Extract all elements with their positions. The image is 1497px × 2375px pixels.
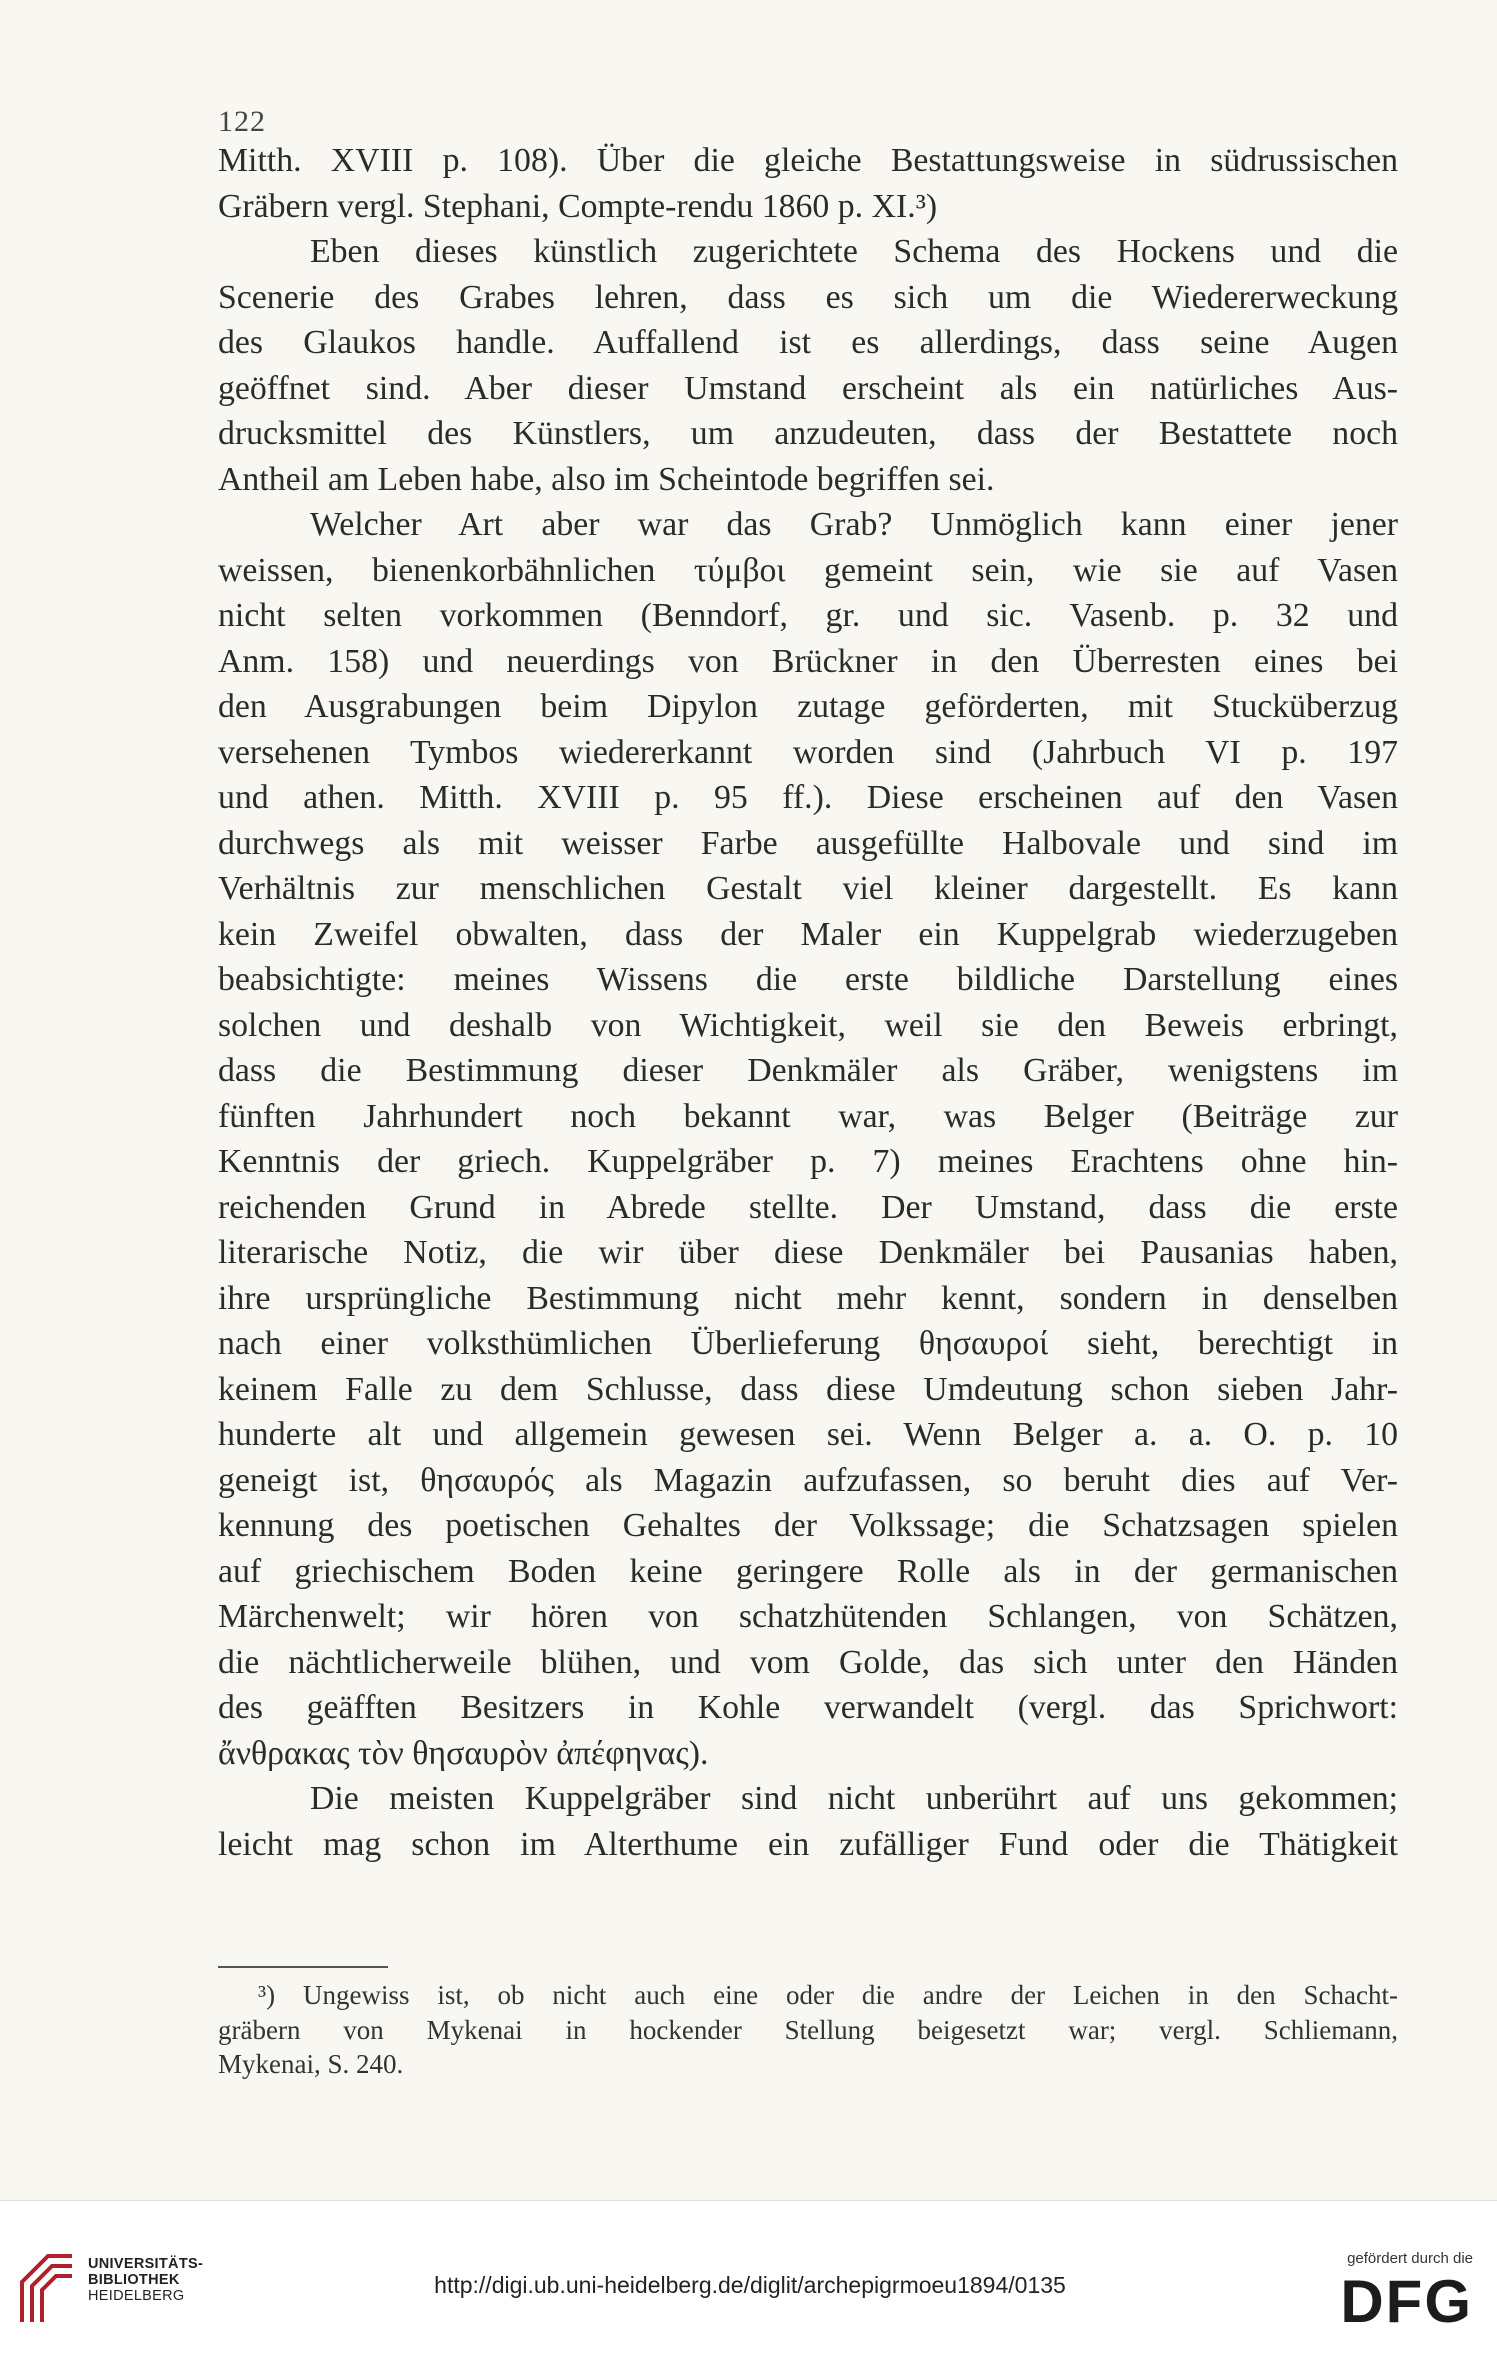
text-line: nicht selten vorkommen (Benndorf, gr. und sic. Vasenb. p. 32 und	[218, 597, 1398, 634]
text-line: weissen, bienenkorbähnlichen τύμβοι gemeint sein, wie sie auf Vasen	[218, 551, 1398, 589]
library-name	[88, 2256, 203, 2304]
library-name-line3: HEIDELBERG	[88, 2288, 185, 2304]
text-line: reichenden Grund in Abrede stellte. Der Umstand, dass die erste	[218, 1188, 1398, 1226]
library-name-line2: BIBLIOTHEK	[88, 2272, 180, 2288]
text-line: ihre ursprüngliche Bestimmung nicht mehr kennt, sondern in denselben	[218, 1279, 1398, 1317]
text-line: Kenntnis der griech. Kuppelgräber p. 7) meines Erachtens ohne hin-	[218, 1143, 1398, 1180]
text-line: Die meisten Kuppelgräber sind nicht unberührt auf uns gekommen;	[310, 1780, 1398, 1817]
dfg-logo: DFG	[1340, 2268, 1473, 2335]
text-line: Antheil am Leben habe, also im Scheintode begriffen sei.	[218, 460, 995, 498]
text-line: beabsichtigte: meines Wissens die erste bildliche Darstellung eines	[218, 961, 1398, 998]
source-url-link[interactable]: http://digi.ub.uni-heidelberg.de/diglit/archepigrmoeu1894/0135	[434, 2272, 1066, 2298]
footnote-line: Mykenai, S. 240.	[218, 2049, 404, 2079]
text-line: auf griechischem Boden keine geringere Rolle als in der germanischen	[218, 1552, 1398, 1590]
text-line: Gräbern vergl. Stephani, Compte-rendu 1860 p. XI.³)	[218, 187, 938, 225]
text-line: dass die Bestimmung dieser Denkmäler als Gräber, wenigstens im	[218, 1052, 1398, 1089]
library-name-line1: UNIVERSITÄTS-	[88, 2256, 204, 2272]
text-line: geneigt ist, θησαυρός als Magazin aufzufassen, so beruht dies auf Ver-	[218, 1461, 1398, 1499]
text-line: versehenen Tymbos wiedererkannt worden sind (Jahrbuch VI p. 197	[218, 733, 1398, 771]
text-line: und athen. Mitth. XVIII p. 95 ff.). Diese erscheinen auf den Vasen	[218, 779, 1398, 816]
footnote-divider	[218, 1966, 388, 1968]
text-line: literarische Notiz, die wir über diese Denkmäler bei Pausanias haben,	[218, 1234, 1398, 1271]
text-line: Eben dieses künstlich zugerichtete Schema des Hockens und die	[310, 233, 1398, 270]
text-line: Verhältnis zur menschlichen Gestalt viel kleiner dargestellt. Es kann	[218, 870, 1398, 907]
text-line: des geäfften Besitzers in Kohle verwandelt (vergl. das Sprichwort:	[218, 1689, 1398, 1726]
text-line: kennung des poetischen Gehaltes der Volkssage; die Schatzsagen spielen	[218, 1507, 1398, 1544]
text-line: geöffnet sind. Aber dieser Umstand erscheint als ein natürliches Aus-	[218, 369, 1398, 407]
university-library-logo-icon	[18, 2252, 76, 2324]
text-line: hunderte alt und allgemein gewesen sei. Wenn Belger a. a. O. p. 10	[218, 1416, 1398, 1453]
text-line: des Glaukos handle. Auffallend ist es allerdings, dass seine Augen	[218, 324, 1398, 361]
body-text	[218, 138, 1398, 1867]
text-line: Welcher Art aber war das Grab? Unmöglich kann einer jener	[310, 506, 1398, 543]
text-line: durchwegs als mit weisser Farbe ausgefüllte Halbovale und sind im	[218, 824, 1398, 862]
text-line: fünften Jahrhundert noch bekannt war, was Belger (Beiträge zur	[218, 1097, 1398, 1135]
text-line: Mitth. XVIII p. 108). Über die gleiche Bestattungsweise in südrussischen	[218, 142, 1398, 179]
text-line: solchen und deshalb von Wichtigkeit, weil sie den Beweis erbringt,	[218, 1006, 1398, 1044]
footnote-line: ³) Ungewiss ist, ob nicht auch eine oder die andre der Leichen in den Schacht-	[258, 1980, 1398, 2010]
text-line: ἄνθρακας τὸν θησαυρὸν ἀπέφηνας).	[218, 1734, 709, 1772]
text-line: Scenerie des Grabes lehren, dass es sich um die Wiedererweckung	[218, 278, 1398, 316]
page-number: 122	[218, 105, 266, 138]
text-line: Märchenwelt; wir hören von schatzhütenden Schlangen, von Schätzen,	[218, 1598, 1398, 1635]
text-line: Anm. 158) und neuerdings von Brückner in den Überresten eines bei	[218, 642, 1398, 680]
text-line: den Ausgrabungen beim Dipylon zutage geförderten, mit Stucküberzug	[218, 688, 1398, 725]
funded-by-label: gefördert durch die	[1347, 2250, 1473, 2267]
text-line: nach einer volksthümlichen Überlieferung θησαυροί sieht, berechtigt in	[218, 1325, 1398, 1362]
text-line: drucksmittel des Künstlers, um anzudeuten, dass der Bestattete noch	[218, 415, 1398, 452]
footnotes	[218, 1978, 1398, 2082]
text-line: kein Zweifel obwalten, dass der Maler ein Kuppelgrab wiederzugeben	[218, 915, 1398, 953]
text-line: keinem Falle zu dem Schlusse, dass diese Umdeutung schon sieben Jahr-	[218, 1370, 1398, 1408]
text-line: leicht mag schon im Alterthume ein zufälliger Fund oder die Thätigkeit	[218, 1825, 1398, 1863]
text-line: die nächtlicherweile blühen, und vom Golde, das sich unter den Händen	[218, 1643, 1398, 1681]
footnote-line: gräbern von Mykenai in hockender Stellung beigesetzt war; vergl. Schliemann,	[218, 2014, 1398, 2045]
